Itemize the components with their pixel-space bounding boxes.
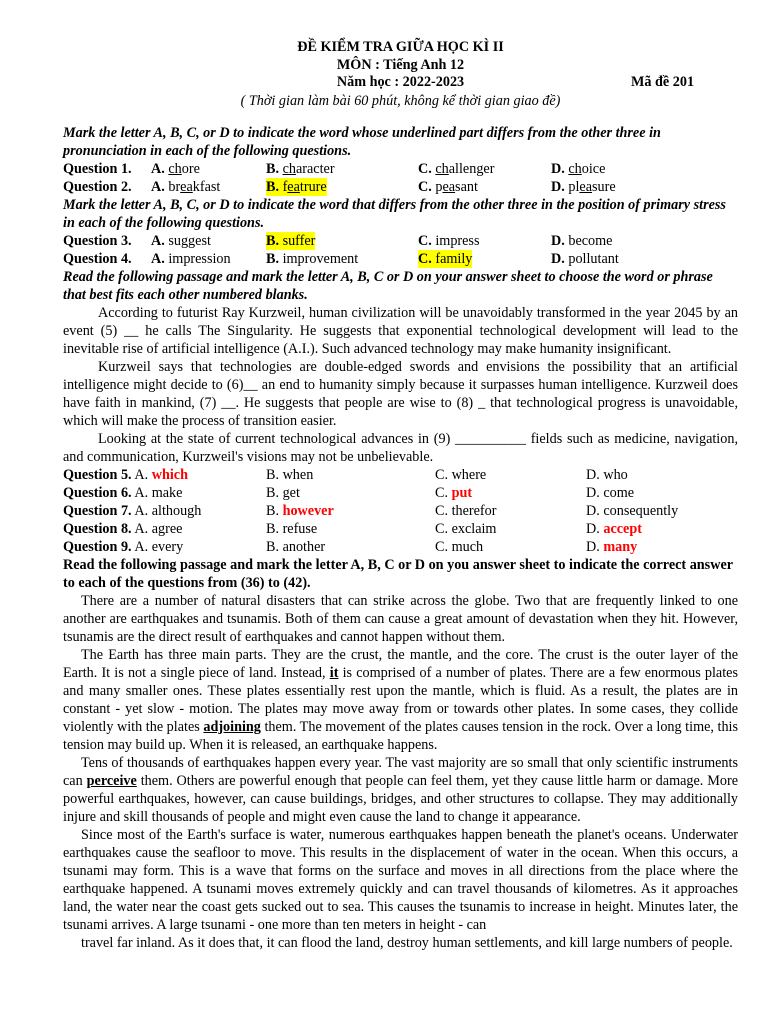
option-c: C. impress bbox=[418, 233, 480, 249]
question-6 bbox=[63, 484, 738, 502]
passage2-paragraph: There are a number of natural disasters that can strike across the globe. Two that are frequently linked to one another are earthquakes and tsunamis. Both of them can cause a great amount of devastation when they hit. However, tsunamis are the direct result of earthquakes and cannot happen without them. bbox=[63, 593, 738, 645]
exam-title: ĐỀ KIỂM TRA GIỮA HỌC KÌ II bbox=[297, 39, 504, 55]
question-5 bbox=[63, 466, 738, 484]
question-8 bbox=[63, 520, 738, 538]
option-d: D. many bbox=[586, 539, 638, 555]
passage2-paragraph: Since most of the Earth's surface is water, numerous earthquakes happen beneath the planet's oceans. Underwater earthquakes cause the seafloor to move. This results in the displacement of water in the ocean. When this occurs, a tsunami may form. This is a wave that forms on the surface and moves in all directions from the place where the earthquake happened. A tsunami moves extremely quickly and can travel thousands of kilometres. As it approaches land, the water near the coast gets sucked out to sea. This causes the tsunamis to increase in height. Minutes later, the tsunami arrives. A large tsunami - one more than ten meters in height - can bbox=[63, 827, 738, 933]
option-d: D. pleasure bbox=[551, 179, 616, 195]
option-b: B. get bbox=[266, 485, 300, 501]
option-c: C. therefor bbox=[435, 503, 497, 519]
question-number: Question 2. bbox=[63, 179, 132, 195]
option-a: Question 7. A. although bbox=[63, 503, 202, 519]
option-d: D. consequently bbox=[586, 503, 679, 519]
option-a: Question 5. A. which bbox=[63, 467, 188, 483]
option-b: B. however bbox=[266, 503, 334, 519]
option-a: A. suggest bbox=[151, 233, 211, 249]
option-a: Question 9. A. every bbox=[63, 539, 184, 555]
exam-page bbox=[63, 38, 738, 952]
exam-year: Năm học : 2022-2023 bbox=[336, 74, 465, 90]
passage2-paragraph: Tens of thousands of earthquakes happen every year. The vast majority are so small that only scientific instruments can perceive them. Others are powerful enough that people can feel them, yet they cause little harm or damage. More powerful earthquakes, however, can cause buildings, bridges, and other structures to collapse. They may additionally injure and skill thousands of people and might even cause the land to change it appearance. bbox=[63, 755, 738, 825]
option-d: D. pollutant bbox=[551, 251, 619, 267]
underlined-word: perceive bbox=[86, 773, 137, 789]
cloze-questions bbox=[63, 466, 738, 556]
option-c: C. much bbox=[435, 539, 484, 555]
question-3 bbox=[63, 232, 738, 250]
passage2-paragraph: The Earth has three main parts. They are the crust, the mantle, and the core. The crust is the outer layer of the Earth. It is not a single piece of land. Instead, it is comprised of a number of plates. There are a few enormous plates and many smaller ones. These plates essentially rest upon the mantle, which is fluid. As a result, the plates are in constant - yet slow - motion. The plates may move away from or towards other plates. In some cases, they collide violently with the plates adjoining them. The movement of the plates causes tension in the rock. Over a long time, this tension may build up. When it is released, an earthquake happens. bbox=[63, 647, 739, 753]
question-9 bbox=[63, 538, 738, 556]
section1-instruction: Mark the letter A, B, C, or D to indicate the word whose underlined part differs from the other three in pronunciation in each of the following questions. bbox=[63, 125, 661, 159]
option-d: D. become bbox=[551, 233, 613, 249]
exam-subject: MÔN : Tiếng Anh 12 bbox=[336, 57, 465, 73]
question-number: Question 1. bbox=[63, 161, 132, 177]
option-c: C. exclaim bbox=[435, 521, 497, 537]
option-c-highlighted: C. family bbox=[418, 251, 473, 267]
exam-time-note: ( Thời gian làm bài 60 phút, không kể thời gian giao đề) bbox=[240, 93, 561, 109]
exam-year-row bbox=[63, 74, 738, 92]
option-a: Question 8. A. agree bbox=[63, 521, 183, 537]
option-b: B. character bbox=[266, 161, 335, 177]
section4-instruction: Read the following passage and mark the letter A, B, C or D on you answer sheet to indicate the correct answer to each of the questions from (36) to (42). bbox=[63, 557, 733, 591]
question-7 bbox=[63, 502, 738, 520]
option-c: C. where bbox=[435, 467, 487, 483]
section3-instruction: Read the following passage and mark the letter A, B, C or D on your answer sheet to choose the word or phrase that best fits each other numbered blanks. bbox=[63, 269, 713, 303]
question-1 bbox=[63, 160, 738, 178]
option-c: C. put bbox=[435, 485, 473, 501]
question-number: Question 4. bbox=[63, 251, 132, 267]
underlined-word: adjoining bbox=[203, 719, 261, 735]
option-d: D. choice bbox=[551, 161, 606, 177]
section2-instruction: Mark the letter A, B, C, or D to indicate the word that differs from the other three in the position of primary stress in each of the following questions. bbox=[63, 197, 726, 231]
option-a: A. chore bbox=[151, 161, 200, 177]
option-b: B. refuse bbox=[266, 521, 318, 537]
option-c: C. challenger bbox=[418, 161, 495, 177]
option-d: D. accept bbox=[586, 521, 642, 537]
option-a: A. impression bbox=[151, 251, 231, 267]
option-b: B. improvement bbox=[266, 251, 359, 267]
passage1-paragraph: Kurzweil says that technologies are double-edged swords and envisions the possibility that an artificial intelligence might decide to (6)__ an end to humanity simply because it surpasses human intelligence. Kurzweil does have faith in mankind, (7) __. He suggests that people are wise to (8) _ that technological progress is unavoidable, which will make the process of transition easier. bbox=[63, 359, 738, 429]
option-b-highlighted: B. featrure bbox=[266, 179, 327, 195]
question-number: Question 3. bbox=[63, 233, 132, 249]
option-b-highlighted: B. suffer bbox=[266, 233, 316, 249]
underlined-word: it bbox=[329, 665, 339, 681]
option-a: A. breakfast bbox=[151, 179, 221, 195]
exam-code: Mã đề 201 bbox=[631, 74, 695, 90]
option-d: D. who bbox=[586, 467, 628, 483]
question-4 bbox=[63, 250, 738, 268]
option-b: B. when bbox=[266, 467, 314, 483]
option-b: B. another bbox=[266, 539, 326, 555]
option-c: C. peasant bbox=[418, 179, 478, 195]
passage2-paragraph: travel far inland. As it does that, it can flood the land, destroy human settlements, and kill large numbers of people. bbox=[81, 935, 733, 951]
question-2 bbox=[63, 178, 738, 196]
passage1-paragraph: Looking at the state of current technological advances in (9) __________ fields such as medicine, navigation, and communication, Kurzweil's visions may not be unbelievable. bbox=[63, 431, 738, 465]
passage1-paragraph: According to futurist Ray Kurzweil, human civilization will be unavoidably transformed in the year 2045 by an event (5) __ he calls The Singularity. He suggests that exponential technological development will lead to the inevitable rise of artificial intelligence (A.I.). Such advanced technology may make humanity insignificant. bbox=[63, 305, 738, 357]
option-d: D. come bbox=[586, 485, 635, 501]
option-a: Question 6. A. make bbox=[63, 485, 183, 501]
